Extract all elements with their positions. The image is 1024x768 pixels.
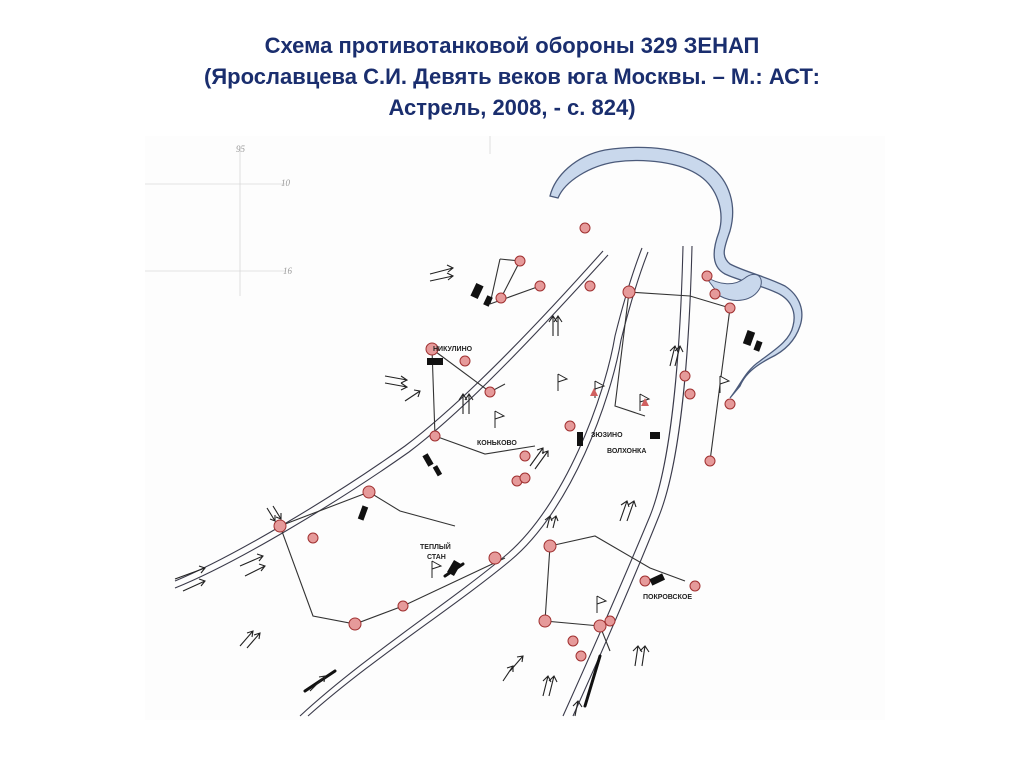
label-teply-stan-1: ТЕПЛЫЙ bbox=[420, 544, 451, 551]
road-highlights bbox=[305, 564, 600, 706]
slide-title bbox=[0, 30, 1024, 123]
label-volkhonka: ВОЛХОНКА bbox=[607, 448, 647, 455]
flag-markers bbox=[432, 374, 729, 613]
map-svg bbox=[145, 136, 885, 720]
roads bbox=[175, 246, 692, 716]
label-konkovo: КОНЬКОВО bbox=[477, 440, 517, 447]
defense-map bbox=[145, 136, 885, 720]
grid-label-95: 95 bbox=[236, 144, 245, 154]
grid-label-16: 16 bbox=[283, 266, 292, 276]
label-teply-stan-2: СТАН bbox=[427, 554, 446, 561]
unit-markers bbox=[358, 283, 763, 586]
grid-label-10: 10 bbox=[281, 178, 290, 188]
defense-links bbox=[280, 259, 730, 651]
title-line-2: (Ярославцева С.И. Девять веков юга Москвы. – М.: АСТ: bbox=[204, 64, 820, 89]
label-zyuzino: ЗЮЗИНО bbox=[591, 432, 623, 439]
label-pokrovskoe: ПОКРОВСКОЕ bbox=[643, 594, 692, 601]
title-line-1: Схема противотанковой обороны 329 ЗЕНАП bbox=[264, 33, 760, 58]
direction-arrows bbox=[175, 265, 683, 716]
title-line-3: Астрель, 2008, - с. 824) bbox=[388, 95, 636, 120]
label-nikulino: НИКУЛИНО bbox=[433, 346, 473, 353]
